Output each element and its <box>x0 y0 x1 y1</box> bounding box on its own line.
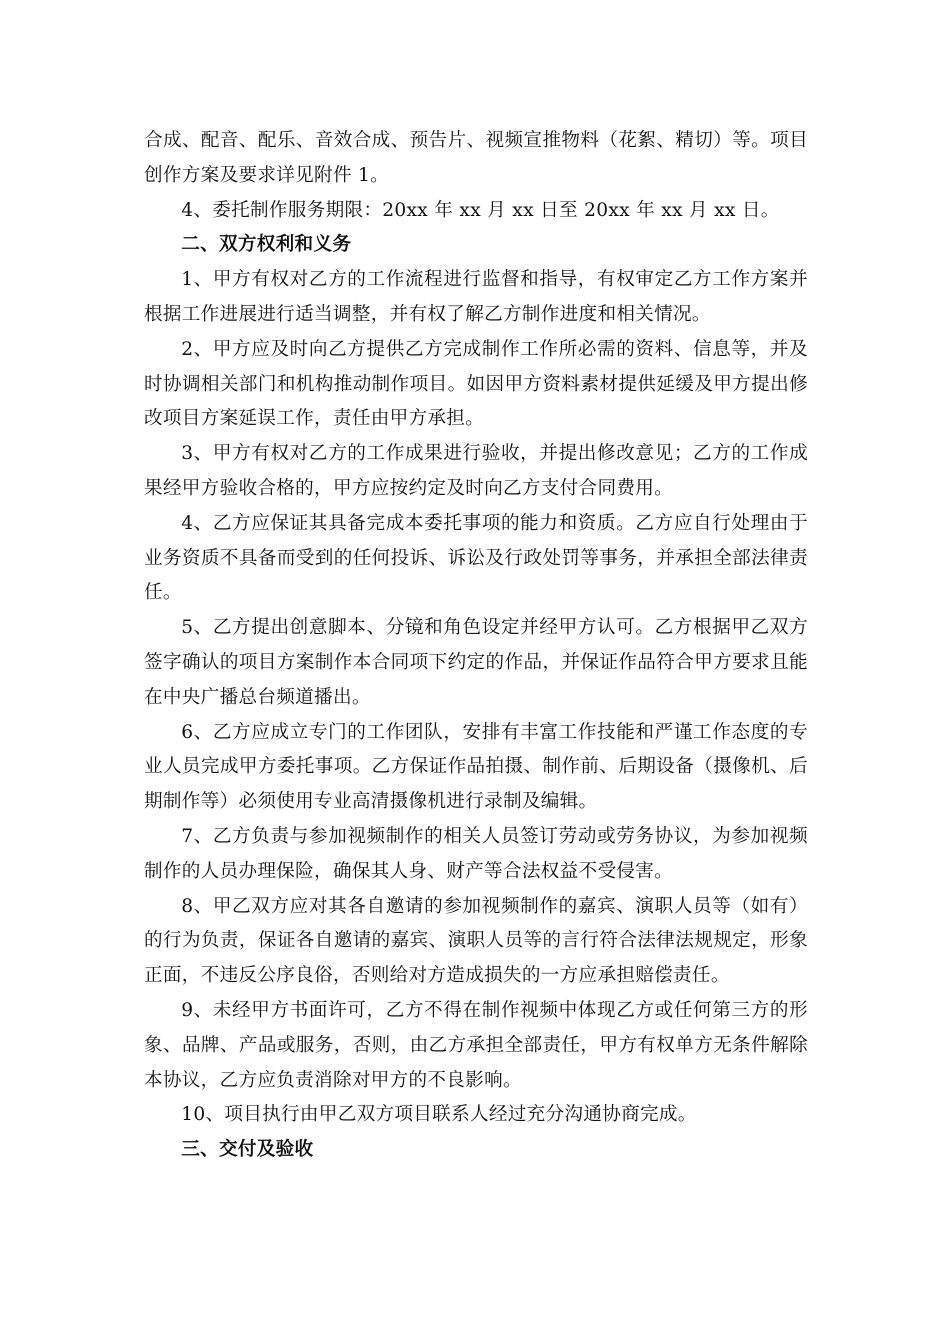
section-heading-delivery-acceptance: 三、交付及验收 <box>181 1139 314 1161</box>
clause-2-6: 6、乙方应成立专门的工作团队，安排有丰富工作技能和严谨工作态度的专业人员完成甲方委托事项。乙方保证作品拍摄、制作前、后期设备（摄像机、后期制作等）必须使用专业高清摄像机进行录制及编辑。 <box>144 721 808 813</box>
clause-2-5: 5、乙方提出创意脚本、分镜和角色设定并经甲方认可。乙方根据甲乙双方签字确认的项目方案制作本合同项下约定的作品，并保证作品符合甲方要求且能在中央广播总台频道播出。 <box>144 617 808 708</box>
clause-2-2: 2、甲方应及时向乙方提供乙方完成制作工作所必需的资料、信息等，并及时协调相关部门和机构推动制作项目。如因甲方资料素材提供延缓及甲方提出修改项目方案延误工作，责任由甲方承担。 <box>144 338 808 430</box>
clause-2-4: 4、乙方应保证其具备完成本委托事项的能力和资质。乙方应自行处理由于业务资质不具备而受到的任何投诉、诉讼及行政处罚等事务，并承担全部法律责任。 <box>144 512 808 604</box>
document-body <box>144 124 808 1168</box>
clause-2-3: 3、甲方有权对乙方的工作成果进行验收，并提出修改意见；乙方的工作成果经甲方验收合格的，甲方应按约定及时向乙方支付合同费用。 <box>144 443 808 499</box>
clause-2-9: 9、未经甲方书面许可，乙方不得在制作视频中体现乙方或任何第三方的形象、品牌、产品或服务，否则，由乙方承担全部责任，甲方有权单方无条件解除本协议，乙方应负责消除对甲方的不良影响。 <box>144 999 808 1091</box>
clause-2-10: 10、项目执行由甲乙双方项目联系人经过充分沟通协商完成。 <box>181 1104 697 1126</box>
clause-2-7: 7、乙方负责与参加视频制作的相关人员签订劳动或劳务协议，为参加视频制作的人员办理保险，确保其人身、财产等合法权益不受侵害。 <box>144 825 808 882</box>
paragraph-service-term: 4、委托制作服务期限：20xx 年 xx 月 xx 日至 20xx 年 xx 月 xx 日。 <box>181 199 780 221</box>
paragraph-scope-continuation: 合成、配音、配乐、音效合成、预告片、视频宣推物料（花絮、精切）等。项目创作方案及要求详见附件 1。 <box>144 130 808 186</box>
clause-2-8: 8、甲乙双方应对其各自邀请的参加视频制作的嘉宾、演职人员等（如有）的行为负责，保证各自邀请的嘉宾、演职人员等的言行符合法律法规规定，形象正面，不违反公序良俗，否则给对方造成损失的一方应承担赔偿责任。 <box>144 895 808 987</box>
clause-2-1: 1、甲方有权对乙方的工作流程进行监督和指导，有权审定乙方工作方案并根据工作进展进行适当调整，并有权了解乙方制作进度和相关情况。 <box>144 269 808 325</box>
section-heading-rights-obligations: 二、双方权利和义务 <box>181 234 352 256</box>
